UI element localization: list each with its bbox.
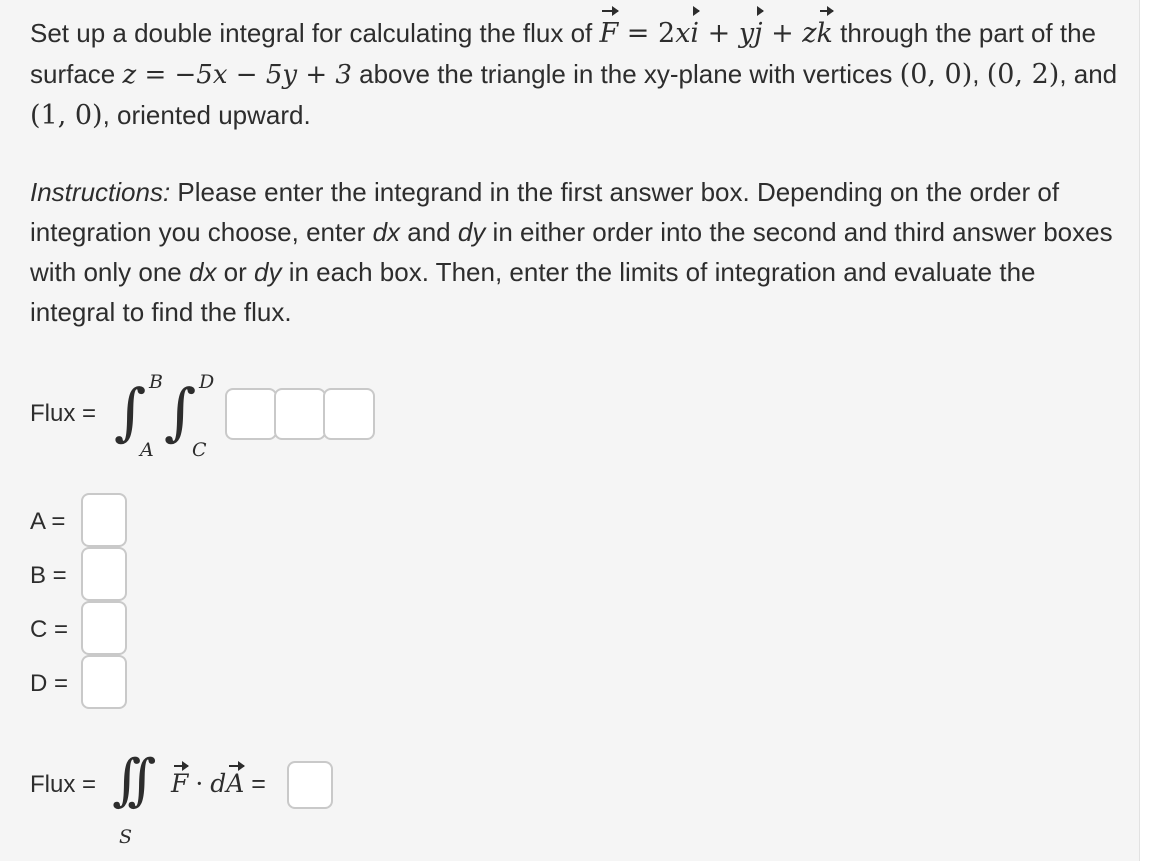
surface-label-S: S [119, 826, 133, 848]
limit-D-input[interactable] [81, 655, 127, 709]
vertex-1: (0, 0) [899, 59, 973, 90]
lower-limit-A: A [140, 439, 154, 461]
dx-text: dx [188, 257, 217, 287]
problem-statement: Set up a double integral for calculating the flux of F = 2xi + yj + zk through the part of the surface z = −5x − 5y + 3 above the triangle in the xy-plane with vertices (0, 0), (0, 2), and (1, 0), oriented upward. [30, 13, 1120, 136]
flux-label: Flux = [30, 400, 97, 427]
limit-A-input[interactable] [81, 493, 127, 547]
vertex-2: (0, 2) [986, 59, 1060, 90]
vertex-3: (1, 0) [30, 100, 103, 131]
instructions-prefix: Instructions: [30, 177, 171, 207]
problem-text-3: above the triangle in the xy-plane with vertices [359, 59, 893, 89]
first-differential-input[interactable] [274, 388, 326, 440]
instructions-text: in each box. Then, enter the limits of integration and evaluate the integral to find the flux. [30, 257, 1036, 327]
upper-limit-B: B [149, 371, 163, 393]
instructions-text: in either order into the second and third answer boxes with only one [30, 217, 1113, 287]
problem-text-2: through the part of the surface [30, 18, 1096, 89]
integral-sign-icon: ∫ [164, 375, 197, 448]
vector-field-equation: F = 2xi + yj + zk [599, 18, 832, 49]
problem-text-1: Set up a double integral for calculating the flux of [30, 18, 593, 48]
dy-text: dy [457, 217, 486, 247]
instructions-text: Please enter the integrand in the first answer box. Depending on the order of integration you choose, enter [30, 177, 1060, 247]
flux-integrand [171, 769, 266, 799]
second-differential-input[interactable] [323, 388, 375, 440]
instructions [30, 172, 1120, 332]
upper-limit-D: D [199, 371, 215, 393]
equals-sign: = [251, 770, 266, 798]
limit-label-A: A = [30, 508, 66, 535]
flux-answer-input[interactable] [287, 761, 333, 809]
limit-C-input[interactable] [81, 601, 127, 655]
F-vector: F [171, 769, 189, 798]
lower-limit-C: C [192, 439, 207, 461]
integral-sign-icon: ∫ [114, 375, 147, 448]
surface-equation: z = −5x − 5y + 3 [122, 60, 352, 90]
flux-result-label: Flux = [30, 771, 97, 798]
dx-text: dx [372, 217, 401, 247]
limit-label-B: B = [30, 562, 67, 589]
dA-symbol: dA [210, 769, 245, 798]
dot-operator: · [195, 769, 204, 798]
limit-label-D: D = [30, 670, 69, 697]
problem-tail: , oriented upward. [102, 100, 311, 130]
instructions-text: or [216, 257, 255, 287]
and-text: and [1073, 59, 1118, 89]
limit-B-input[interactable] [81, 547, 127, 601]
integrand-input[interactable] [225, 388, 277, 440]
double-integral-icon: ∫∫ [112, 748, 143, 813]
instructions-text: and [400, 217, 458, 247]
limit-label-C: C = [30, 616, 69, 643]
dy-text: dy [254, 257, 282, 287]
